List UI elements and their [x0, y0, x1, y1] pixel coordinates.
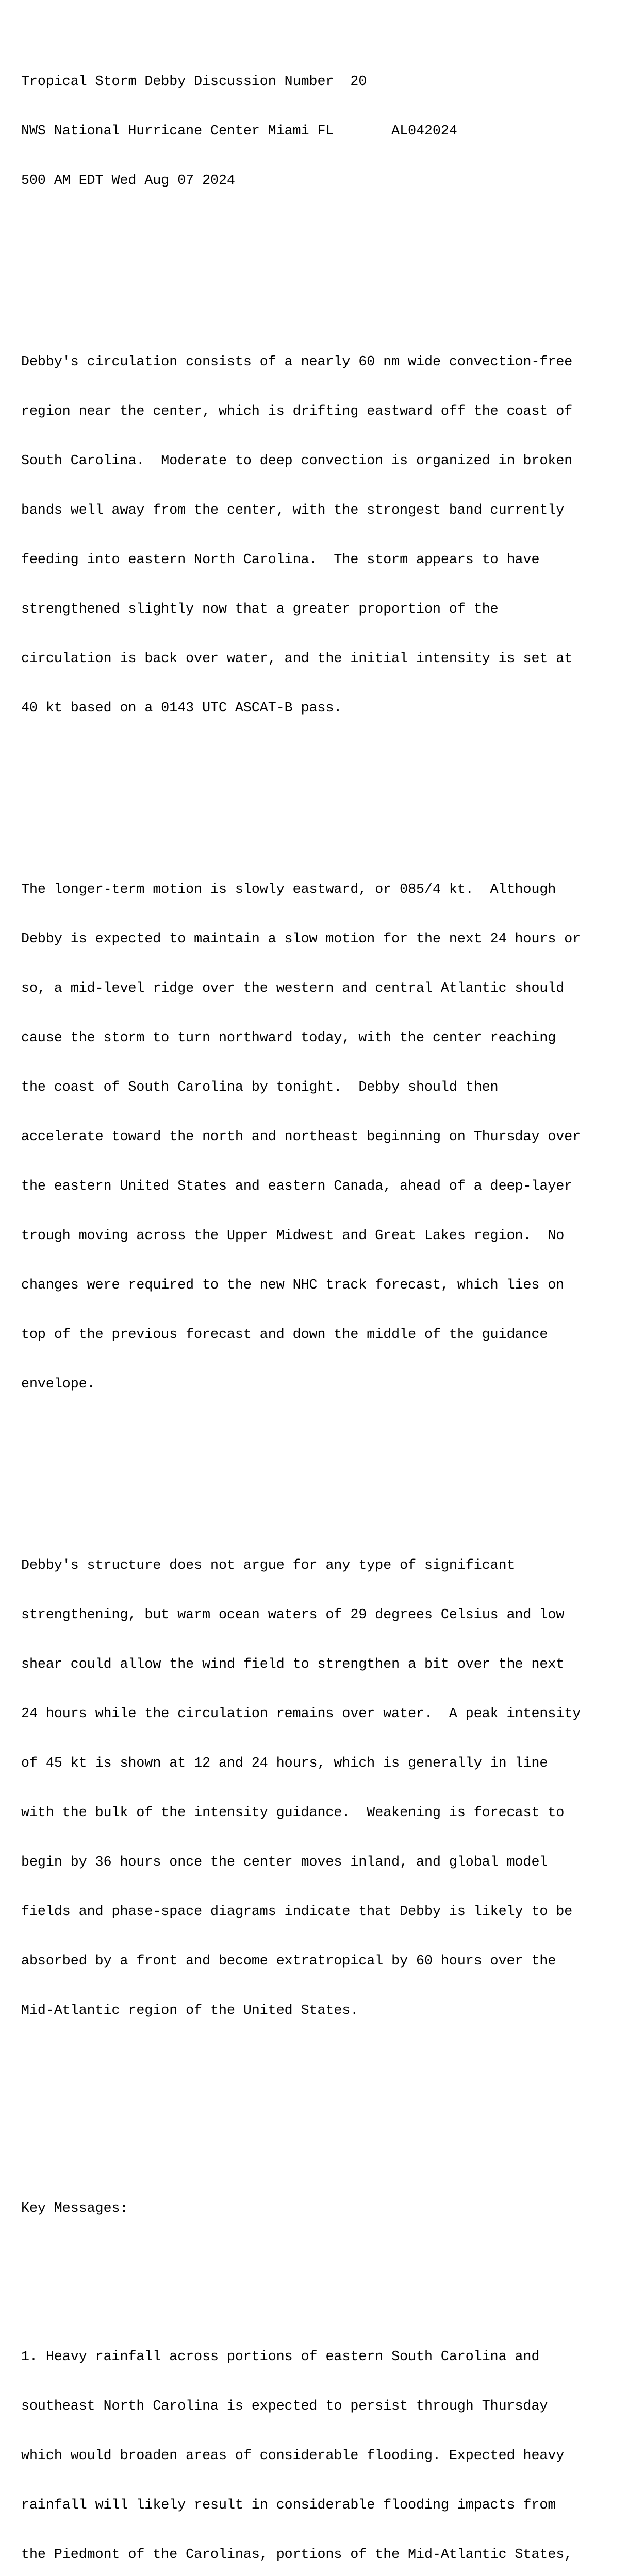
- text-line: envelope.: [21, 1376, 95, 1392]
- document-title: Tropical Storm Debby Discussion Number 20: [21, 74, 367, 89]
- spacer: [21, 2249, 624, 2266]
- text-line: the Piedmont of the Carolinas, portions of the Mid-Atlantic States,: [21, 2547, 573, 2562]
- text-line: which would broaden areas of considerable flooding. Expected heavy: [21, 2448, 565, 2463]
- text-line: strengthening, but warm ocean waters of 29 degrees Celsius and low: [21, 1607, 565, 1622]
- issuing-office: NWS National Hurricane Center Miami FL AL042024: [21, 123, 457, 139]
- text-line: strengthened slightly now that a greater proportion of the: [21, 601, 499, 617]
- text-line: rainfall will likely result in considerable flooding impacts from: [21, 2497, 556, 2513]
- text-line: Mid-Atlantic region of the United States.: [21, 2003, 359, 2018]
- spacer: [21, 255, 624, 271]
- paragraph-initial-intensity: [21, 320, 624, 749]
- paragraph-intensity: [21, 1524, 624, 2052]
- text-line: the eastern United States and eastern Canada, ahead of a deep-layer: [21, 1178, 573, 1194]
- issue-time: 500 AM EDT Wed Aug 07 2024: [21, 173, 235, 188]
- spacer: [21, 1458, 624, 1475]
- text-line: feeding into eastern North Carolina. The storm appears to have: [21, 552, 540, 567]
- text-line: absorbed by a front and become extratropical by 60 hours over the: [21, 1953, 556, 1969]
- text-line: circulation is back over water, and the initial intensity is set at: [21, 651, 573, 666]
- paragraph-track: [21, 848, 624, 1425]
- text-line: Debby's structure does not argue for any type of significant: [21, 1557, 515, 1573]
- text-line: 40 kt based on a 0143 UTC ASCAT-B pass.: [21, 700, 342, 716]
- text-line: shear could allow the wind field to strengthen a bit over the next: [21, 1656, 565, 1672]
- text-line: with the bulk of the intensity guidance. Weakening is forecast to: [21, 1805, 565, 1820]
- text-line: 24 hours while the circulation remains over water. A peak intensity: [21, 1706, 581, 1721]
- text-line: 1. Heavy rainfall across portions of eastern South Carolina and: [21, 2349, 540, 2364]
- text-line: region near the center, which is drifting eastward off the coast of: [21, 403, 573, 419]
- text-line: top of the previous forecast and down the middle of the guidance: [21, 1327, 548, 1342]
- text-line: fields and phase-space diagrams indicate that Debby is likely to be: [21, 1904, 573, 1919]
- text-line: the coast of South Carolina by tonight. Debby should then: [21, 1079, 499, 1095]
- text-line: trough moving across the Upper Midwest and Great Lakes region. No: [21, 1228, 565, 1243]
- header: [21, 40, 624, 222]
- text-line: cause the storm to turn northward today, with the center reaching: [21, 1030, 556, 1045]
- text-line: Debby's circulation consists of a nearly 60 nm wide convection-free: [21, 354, 573, 369]
- text-line: The longer-term motion is slowly eastward, or 085/4 kt. Although: [21, 882, 556, 897]
- text-line: South Carolina. Moderate to deep convection is organized in broken: [21, 453, 573, 468]
- discussion-document: [21, 7, 624, 2576]
- text-line: accelerate toward the north and northeast beginning on Thursday over: [21, 1129, 581, 1144]
- text-line: bands well away from the center, with the strongest band currently: [21, 502, 565, 518]
- spacer: [21, 782, 624, 799]
- key-message-rainfall: [21, 2315, 624, 2576]
- text-line: southeast North Carolina is expected to persist through Thursday: [21, 2398, 548, 2414]
- text-line: Debby is expected to maintain a slow motion for the next 24 hours or: [21, 931, 581, 946]
- key-messages-heading: Key Messages:: [21, 2200, 128, 2216]
- spacer: [21, 2084, 624, 2101]
- text-line: so, a mid-level ridge over the western and central Atlantic should: [21, 980, 565, 996]
- spacer: [21, 2134, 624, 2150]
- text-line: changes were required to the new NHC track forecast, which lies on: [21, 1277, 565, 1293]
- text-line: begin by 36 hours once the center moves inland, and global model: [21, 1854, 548, 1870]
- text-line: of 45 kt is shown at 12 and 24 hours, which is generally in line: [21, 1755, 548, 1771]
